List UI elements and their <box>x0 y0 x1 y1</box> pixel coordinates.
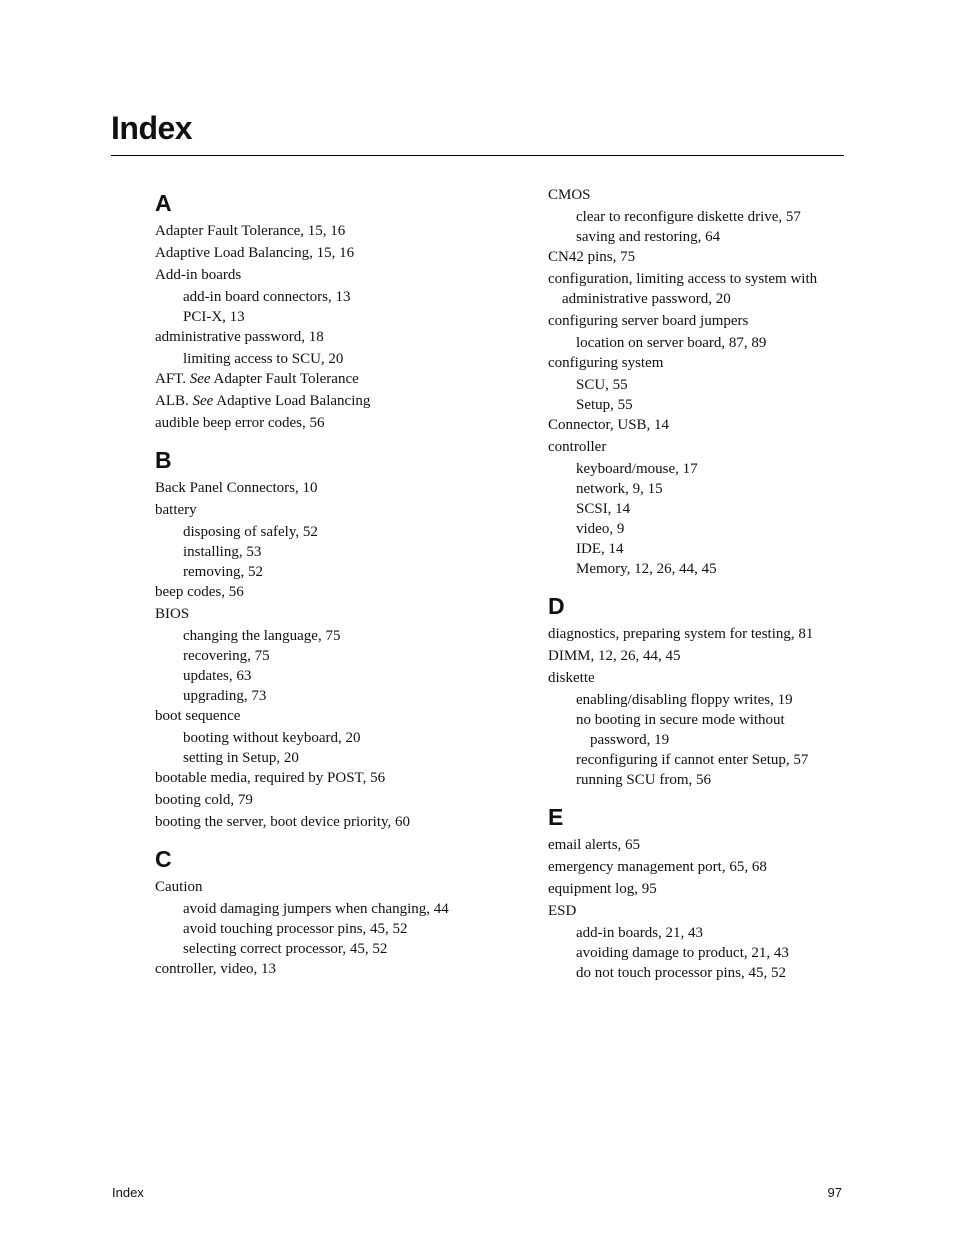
see-reference: See <box>192 393 214 409</box>
entry-subterm: avoid damaging jumpers when changing, 44 <box>183 901 449 917</box>
footer-page-number: 97 <box>827 1185 842 1200</box>
entry-term: Adapter Fault Tolerance, 15, 16 <box>155 223 346 239</box>
entry-term: audible beep error codes, 56 <box>155 415 325 431</box>
index-entry <box>155 221 455 241</box>
entry-subterm: keyboard/mouse, 17 <box>576 461 698 477</box>
index-entry <box>548 269 848 309</box>
index-entry <box>548 353 848 415</box>
entry-term: DIMM, 12, 26, 44, 45 <box>548 648 681 664</box>
entry-term: configuration, limiting access to system with administrative password, 20 <box>548 271 818 307</box>
entry-subterm: add-in board connectors, 13 <box>183 289 351 305</box>
entry-term: Add-in boards <box>155 267 242 283</box>
entry-subterm: SCSI, 14 <box>576 501 631 517</box>
index-entry <box>155 500 455 582</box>
entry-subterm: avoiding damage to product, 21, 43 <box>576 945 789 961</box>
entry-term: configuring server board jumpers <box>548 313 749 329</box>
index-entry <box>155 877 455 959</box>
entry-term: configuring system <box>548 355 664 371</box>
entry-term: bootable media, required by POST, 56 <box>155 770 386 786</box>
entry-subterm: video, 9 <box>576 521 625 537</box>
index-entry <box>548 247 848 267</box>
entry-term: beep codes, 56 <box>155 584 244 600</box>
entry-subterm: network, 9, 15 <box>576 481 663 497</box>
entry-subterm: saving and restoring, 64 <box>576 229 721 245</box>
entry-term: diskette <box>548 670 595 686</box>
entry-term: boot sequence <box>155 708 241 724</box>
index-section <box>548 804 848 983</box>
index-entry <box>155 790 455 810</box>
title-rule <box>111 155 844 156</box>
entry-subterm: removing, 52 <box>183 564 263 580</box>
index-entry <box>155 391 455 411</box>
entry-term: Adaptive Load Balancing, 15, 16 <box>155 245 355 261</box>
index-entry <box>548 879 848 899</box>
entry-subterm: limiting access to SCU, 20 <box>183 351 344 367</box>
entry-subterm: setting in Setup, 20 <box>183 750 299 766</box>
entry-prefix: ALB. <box>155 393 193 409</box>
entry-term: battery <box>155 502 197 518</box>
section-letter: D <box>548 593 565 619</box>
index-entry <box>155 604 455 706</box>
index-entry <box>155 959 455 979</box>
index-section <box>155 447 455 832</box>
entry-target: Adapter Fault Tolerance <box>210 371 359 387</box>
entry-subterm: updates, 63 <box>183 668 252 684</box>
entry-subterm: PCI-X, 13 <box>183 309 245 325</box>
index-entry <box>548 415 848 435</box>
section-letter: E <box>548 804 564 830</box>
section-letter: A <box>155 190 172 216</box>
entry-subterm: add-in boards, 21, 43 <box>576 925 704 941</box>
entry-term: CN42 pins, 75 <box>548 249 636 265</box>
index-entry <box>548 311 848 353</box>
index-entry <box>548 901 848 983</box>
entry-term: ESD <box>548 903 577 919</box>
index-column-left <box>155 190 455 993</box>
entry-term: BIOS <box>155 606 190 622</box>
index-entry <box>548 835 848 855</box>
index-entry <box>155 369 455 389</box>
entry-subterm: IDE, 14 <box>576 541 624 557</box>
index-entry <box>155 812 455 832</box>
entry-term: email alerts, 65 <box>548 837 641 853</box>
entry-subterm: booting without keyboard, 20 <box>183 730 361 746</box>
entry-subterm: Setup, 55 <box>576 397 633 413</box>
entry-subterm: do not touch processor pins, 45, 52 <box>576 965 786 981</box>
entry-subterm: installing, 53 <box>183 544 262 560</box>
entry-term: booting cold, 79 <box>155 792 253 808</box>
entry-subterm: recovering, 75 <box>183 648 270 664</box>
entry-subterm: running SCU from, 56 <box>576 772 711 788</box>
entry-subterm: no booting in secure mode without password, 19 <box>576 712 785 748</box>
entry-subterm: changing the language, 75 <box>183 628 341 644</box>
index-entry <box>155 706 455 768</box>
see-reference: See <box>189 371 211 387</box>
entry-term: Caution <box>155 879 203 895</box>
entry-term: emergency management port, 65, 68 <box>548 859 767 875</box>
index-entry <box>548 624 848 644</box>
index-entry <box>155 265 455 327</box>
entry-subterm: upgrading, 73 <box>183 688 267 704</box>
footer-section-label: Index <box>112 1185 144 1200</box>
entry-term: booting the server, boot device priority, 60 <box>155 814 411 830</box>
entry-subterm: disposing of safely, 52 <box>183 524 318 540</box>
entry-term: administrative password, 18 <box>155 329 324 345</box>
entry-subterm: location on server board, 87, 89 <box>576 335 767 351</box>
index-entry <box>548 668 848 790</box>
page-title: Index <box>111 110 193 146</box>
entry-term <box>155 369 455 389</box>
section-letter: C <box>155 846 172 872</box>
index-entry <box>548 185 848 247</box>
entry-subterm: selecting correct processor, 45, 52 <box>183 941 388 957</box>
entry-term: controller <box>548 439 607 455</box>
entry-term: equipment log, 95 <box>548 881 657 897</box>
index-entry <box>155 582 455 602</box>
index-section <box>548 593 848 790</box>
entry-subterm: reconfiguring if cannot enter Setup, 57 <box>576 752 809 768</box>
entry-term: Back Panel Connectors, 10 <box>155 480 318 496</box>
index-column-right <box>548 185 848 997</box>
index-entry <box>155 768 455 788</box>
section-letter: B <box>155 447 172 473</box>
entry-term: CMOS <box>548 187 591 203</box>
entry-prefix: AFT. <box>155 371 190 387</box>
entry-subterm: clear to reconfigure diskette drive, 57 <box>576 209 801 225</box>
entry-term: controller, video, 13 <box>155 961 277 977</box>
entry-term: diagnostics, preparing system for testing, 81 <box>548 626 814 642</box>
index-entry <box>155 327 455 369</box>
entry-subterm: enabling/disabling floppy writes, 19 <box>576 692 793 708</box>
index-entry <box>548 857 848 877</box>
entry-target: Adaptive Load Balancing <box>213 393 371 409</box>
entry-subterm: avoid touching processor pins, 45, 52 <box>183 921 408 937</box>
entry-term: Connector, USB, 14 <box>548 417 670 433</box>
index-section <box>155 846 455 979</box>
index-entry <box>548 437 848 579</box>
index-entry <box>155 243 455 263</box>
index-section <box>548 185 848 579</box>
entry-subterm: SCU, 55 <box>576 377 628 393</box>
index-entry <box>155 413 455 433</box>
entry-subterm: Memory, 12, 26, 44, 45 <box>576 561 717 577</box>
entry-term <box>155 391 455 411</box>
index-section <box>155 190 455 433</box>
index-entry <box>155 478 455 498</box>
index-entry <box>548 646 848 666</box>
